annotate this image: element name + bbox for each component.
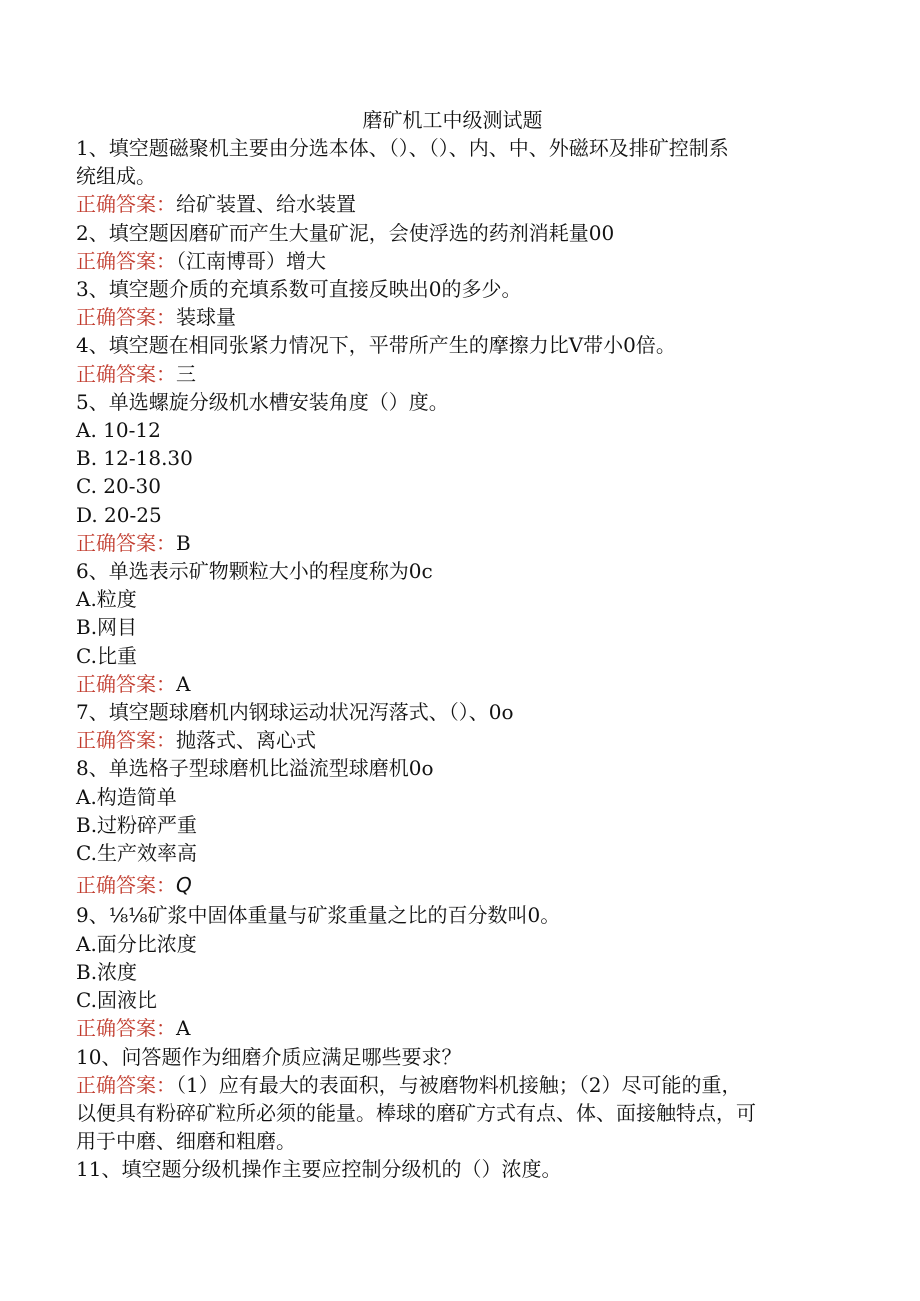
answer-label: 正确答案： — [76, 305, 176, 330]
question-9-option-b: B.浓度 — [76, 959, 138, 984]
answer-6 — [76, 670, 836, 698]
question-5-option-a: A. 10-12 — [76, 418, 161, 443]
question-8: 8、单选格子型球磨机比溢流型球磨机0o — [76, 756, 434, 781]
answer-8-value: Q — [176, 873, 192, 898]
question-6-option-b: B.网目 — [76, 615, 138, 640]
answer-1 — [76, 190, 836, 218]
answer-label: 正确答案： — [76, 361, 176, 386]
answer-6-value: A — [176, 671, 191, 696]
question-3: 3、填空题介质的充填系数可直接反映出0的多少。 — [76, 277, 522, 302]
question-11: 11、填空题分级机操作主要应控制分级机的（）浓度。 — [76, 1157, 562, 1182]
question-6-option-a: A.粒度 — [76, 587, 137, 612]
question-5-option-b: B. 12-18.30 — [76, 446, 193, 471]
question-2: 2、填空题因磨矿而产生大量矿泥，会使浮选的药剂消耗量00 — [76, 220, 615, 245]
question-9-option-a: A.面分比浓度 — [76, 931, 197, 956]
question-9: 9、⅛⅛矿浆中固体重量与矿浆重量之比的百分数叫0。 — [76, 903, 561, 928]
answer-4 — [76, 360, 836, 388]
answer-9 — [76, 1014, 836, 1042]
answer-3 — [76, 303, 836, 331]
answer-label: 正确答案： — [76, 873, 176, 898]
question-5-option-c: C. 20-30 — [76, 474, 161, 499]
answer-10-line-1 — [76, 1071, 836, 1099]
answer-10-line-3: 用于中磨、细磨和粗磨。 — [76, 1129, 296, 1154]
answer-10-value-1: （1）应有最大的表面积，与被磨物料机接触；（2）尽可能的重， — [176, 1072, 742, 1097]
answer-10-line-2: 以便具有粉碎矿粒所必须的能量。棒球的磨矿方式有点、体、面接触特点，可 — [76, 1100, 756, 1125]
question-list — [76, 134, 836, 1184]
answer-3-value: 装球量 — [176, 305, 236, 330]
answer-2-value: （江南博哥）增大 — [176, 248, 326, 273]
question-6: 6、单选表示矿物颗粒大小的程度称为0c — [76, 559, 433, 584]
answer-label: 正确答案： — [76, 728, 176, 753]
answer-label: 正确答案： — [76, 248, 176, 273]
question-10: 10、问答题作为细磨介质应满足哪些要求？ — [76, 1044, 462, 1069]
question-1-line-2: 统组成。 — [76, 164, 156, 189]
answer-1-value: 给矿装置、给水装置 — [176, 192, 356, 217]
answer-label: 正确答案： — [76, 1072, 176, 1097]
answer-4-value: 三 — [176, 361, 196, 386]
answer-label: 正确答案： — [76, 671, 176, 696]
answer-5-value: B — [176, 530, 191, 555]
question-7: 7、填空题球磨机内钢球运动状况泻落式、（）、0o — [76, 700, 514, 725]
question-4: 4、填空题在相同张紧力情况下，平带所产生的摩擦力比V带小0倍。 — [76, 333, 676, 358]
question-6-option-c: C.比重 — [76, 643, 137, 668]
answer-2 — [76, 247, 836, 275]
answer-9-value: A — [176, 1016, 191, 1041]
answer-5 — [76, 529, 836, 557]
question-1-line-1: 1、填空题磁聚机主要由分选本体、（）、（）、内、中、外磁环及排矿控制系 — [76, 136, 729, 160]
answer-7-value: 抛落式、离心式 — [176, 728, 316, 753]
answer-8 — [76, 871, 836, 899]
answer-7 — [76, 726, 836, 754]
question-9-option-c: C.固液比 — [76, 988, 157, 1013]
answer-label: 正确答案： — [76, 192, 176, 217]
answer-label: 正确答案： — [76, 530, 176, 555]
question-8-option-b: B.过粉碎严重 — [76, 812, 198, 837]
question-5: 5、单选螺旋分级机水槽安装角度（）度。 — [76, 389, 449, 414]
question-8-option-a: A.构造简单 — [76, 784, 177, 809]
question-5-option-d: D. 20-25 — [76, 502, 162, 527]
answer-label: 正确答案： — [76, 1016, 176, 1041]
page-title: 磨矿机工中级测试题 — [362, 108, 543, 132]
question-8-option-c: C.生产效率高 — [76, 841, 197, 866]
